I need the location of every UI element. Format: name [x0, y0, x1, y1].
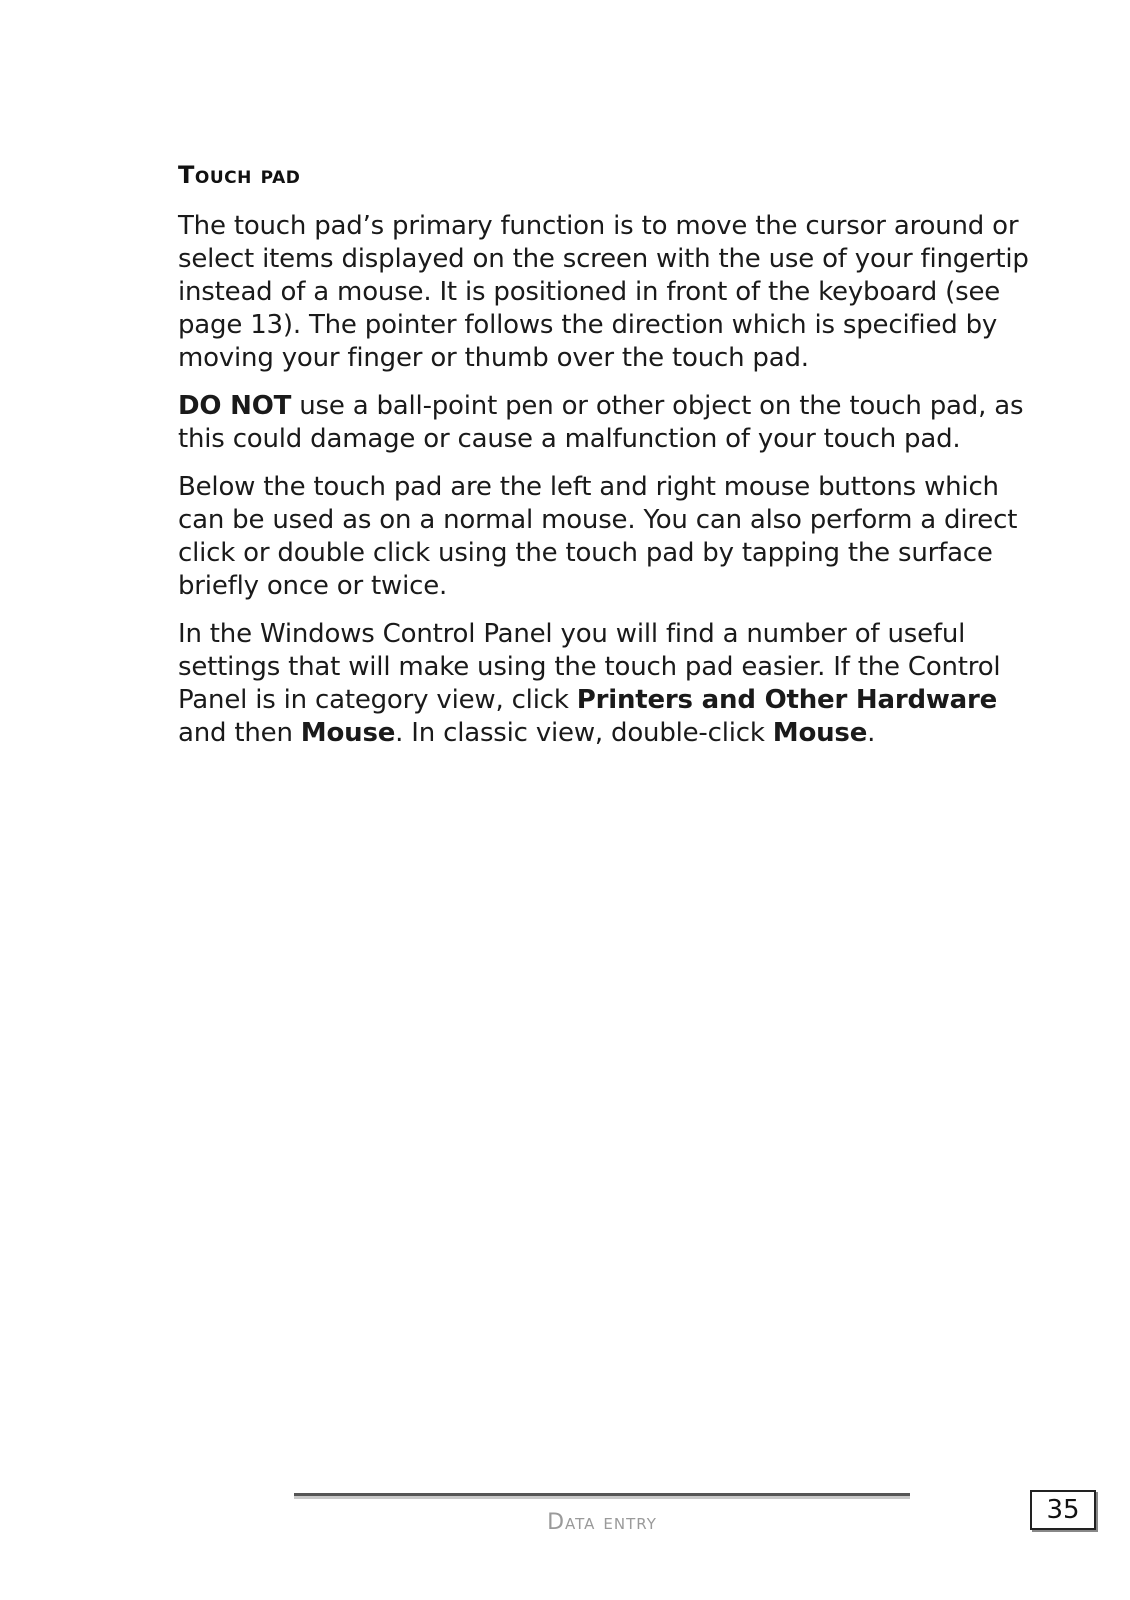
page-number: 35 [1030, 1490, 1096, 1530]
paragraph-intro: The touch pad’s primary function is to move the cursor around or select items displayed on the screen with the use of your fingertip instead of a mouse. It is positioned in front of the keyboard (see page 13). The pointer follows the direction which is specified by moving your finger or thumb over the touch pad. [178, 211, 1029, 373]
paragraph-control-panel [178, 618, 1038, 750]
mouse-term: Mouse [300, 718, 396, 748]
section-title: Touch pad [178, 161, 301, 189]
paragraph-mouse-buttons: Below the touch pad are the left and right mouse buttons which can be used as on a normal mouse. You can also perform a direct click or double click using the touch pad by tapping the surface briefly once or twice. [178, 472, 1018, 601]
control-panel-text-4: . [867, 718, 876, 748]
control-panel-text-1: In the Windows Control Panel you will find a number of useful settings that will make using the touch pad easier. If the Control Panel is in category view, click [178, 619, 1001, 715]
control-panel-text-2: and then [178, 718, 301, 748]
printers-hardware-term: Printers and Other Hardware [576, 685, 998, 715]
paragraph-warning [178, 390, 1038, 456]
warning-text: use a ball-point pen or other object on the touch pad, as this could damage or cause a malfunction of your touch pad. [178, 391, 1024, 454]
warning-emphasis: DO NOT [178, 391, 292, 421]
mouse-term-classic: Mouse [772, 718, 868, 748]
footer-rule [294, 1493, 910, 1499]
footer-section-label: Data entry [547, 1510, 657, 1535]
control-panel-text-3: . In classic view, double-click [395, 718, 773, 748]
page-content [178, 156, 1038, 765]
